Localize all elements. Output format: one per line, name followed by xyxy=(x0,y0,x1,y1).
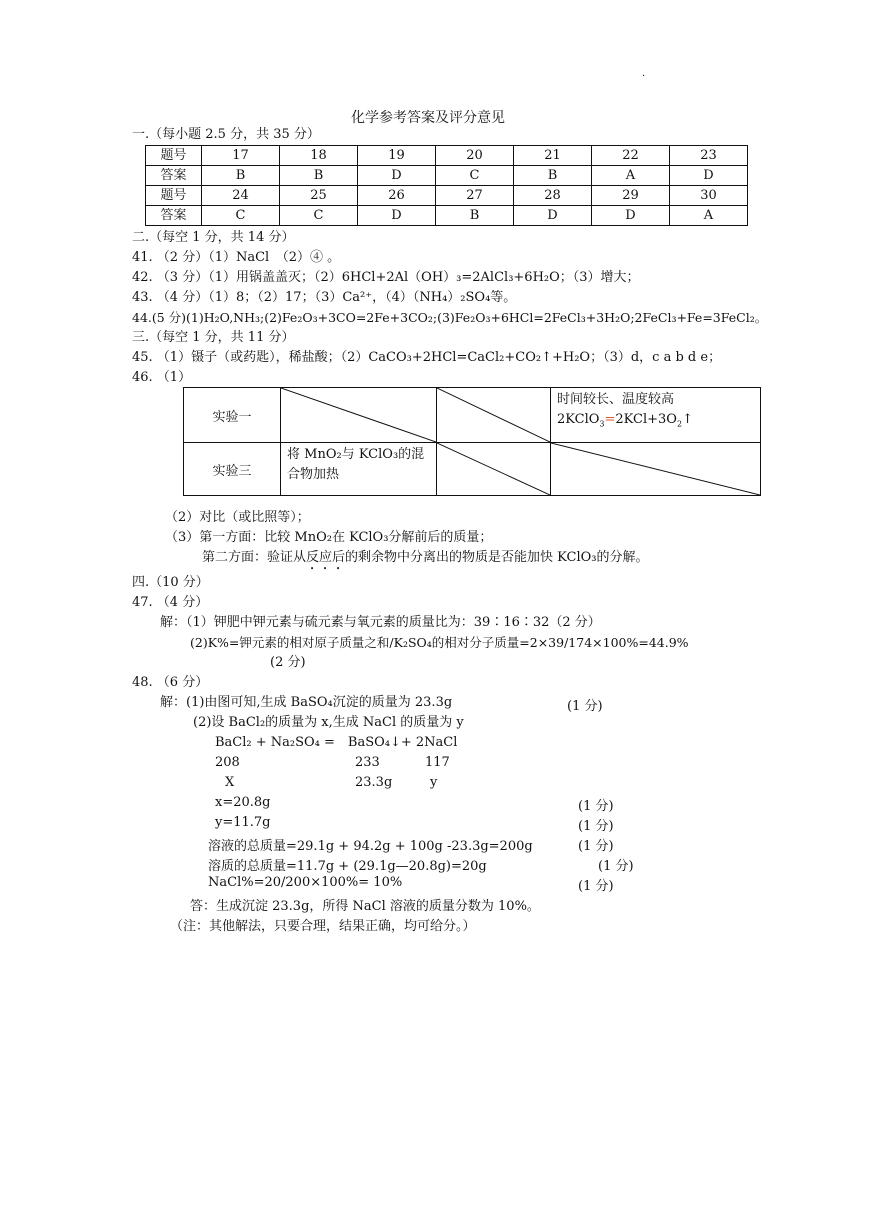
emphasis-text: 反应后 xyxy=(306,550,346,565)
row-label: 答案 xyxy=(146,166,202,186)
answer-44: 44.(5 分)(1)H₂O,NH₃;(2)Fe₂O₃+3CO=2Fe+3CO₂;(3)Fe₂O₃+6HCl=2FeCl₃+3H₂O;2FeCl₃+Fe=3FeCl₂。 xyxy=(132,310,768,325)
table-row xyxy=(146,146,748,166)
table-cell: 29 xyxy=(592,186,670,206)
text-part: 第二方面：验证从 xyxy=(202,550,307,565)
table-row xyxy=(146,206,748,226)
eq-sign: = xyxy=(604,412,616,427)
diagonal-line xyxy=(437,388,550,442)
diagonal-line xyxy=(281,388,436,442)
row-label: 答案 xyxy=(146,206,202,226)
table-cell: 27 xyxy=(436,186,514,206)
score-label: (1 分) xyxy=(578,819,614,834)
eq-part: 2KClO xyxy=(557,412,600,427)
table-row xyxy=(146,166,748,186)
cell-text: 将 MnO₂与 KClO₃的混 xyxy=(287,447,425,462)
eq-sub: 2 xyxy=(676,419,683,429)
section1-heading: 一.（每小题 2.5 分，共 35 分） xyxy=(132,127,320,142)
section3-heading: 三.（每空 1 分，共 11 分） xyxy=(132,330,295,345)
answer-46-3b xyxy=(202,550,649,573)
grading-note: （注：其他解法，只要合理，结果正确，均可给分。） xyxy=(170,919,476,934)
table-row xyxy=(184,443,761,496)
final-answer: 答：生成沉淀 23.3g，所得 NaCl 溶液的质量分数为 10%。 xyxy=(190,899,540,914)
text-part: 的剩余物中分离出的物质是否能加快 KClO₃的分解。 xyxy=(345,550,649,565)
table-cell: D xyxy=(592,206,670,226)
table-cell: 20 xyxy=(436,146,514,166)
answer-table xyxy=(145,145,748,226)
table-cell: C xyxy=(436,166,514,186)
solution-mass: 溶液的总质量=29.1g + 94.2g + 100g -23.3g=200g xyxy=(208,839,533,854)
score-label: (1 分) xyxy=(598,859,634,874)
table-cell: C xyxy=(280,206,358,226)
answer-43: 43. （4 分）（1）8；（2）17；（3）Ca²⁺，（4）（NH₄）₂SO₄等。 xyxy=(132,290,517,305)
table-cell: 23 xyxy=(670,146,748,166)
variable: 23.3g xyxy=(355,775,393,790)
page-title: 化学参考答案及评分意见 xyxy=(351,110,505,126)
molar-mass: 233 xyxy=(355,755,380,770)
table-cell: B xyxy=(436,206,514,226)
result-y: y=11.7g xyxy=(215,815,271,830)
variable: X xyxy=(225,775,235,790)
answer-48-2: (2)设 BaCl₂的质量为 x,生成 NaCl 的质量为 y xyxy=(193,715,464,730)
table-cell: 28 xyxy=(514,186,592,206)
table-cell: D xyxy=(358,206,436,226)
table-cell: D xyxy=(358,166,436,186)
table-cell xyxy=(551,388,761,443)
diagonal-line xyxy=(551,443,760,495)
eq-part: 2KCl+3O xyxy=(615,412,677,427)
score-label: (1 分) xyxy=(578,799,614,814)
table-cell: 18 xyxy=(280,146,358,166)
table-cell: 21 xyxy=(514,146,592,166)
row-label: 题号 xyxy=(146,146,202,166)
answer-48-1: 解：(1)由图可知,生成 BaSO₄沉淀的质量为 23.3g xyxy=(160,695,453,710)
table-cell-blank xyxy=(281,388,437,443)
answer-45: 45. （1）镊子（或药匙），稀盐酸；（2）CaCO₃+2HCl=CaCl₂+CO₂↑+H₂O；（3）d，c a b d e； xyxy=(132,350,722,365)
section2-heading: 二.（每空 1 分，共 14 分） xyxy=(132,230,295,245)
solute-mass: 溶质的总质量=11.7g + (29.1g—20.8g)=20g xyxy=(208,859,487,874)
variable: y xyxy=(430,775,438,790)
table-cell-blank xyxy=(437,443,551,496)
table-cell: 17 xyxy=(202,146,280,166)
diagonal-line xyxy=(437,443,550,495)
result-x: x=20.8g xyxy=(215,795,271,810)
cell-text: 合物加热 xyxy=(287,467,340,482)
molar-mass: 117 xyxy=(425,755,450,770)
answer-42: 42. （3 分）（1）用锅盖盖灭；（2）6HCl+2Al（OH）₃=2AlCl₃+6H₂O；（3）增大； xyxy=(132,270,640,285)
eq-arrow: ↑ xyxy=(682,412,693,427)
table-cell-blank xyxy=(551,443,761,496)
table-cell: 25 xyxy=(280,186,358,206)
eq-sub: 3 xyxy=(599,419,605,429)
answer-41: 41. （2 分）（1）NaCl （2）④ 。 xyxy=(132,250,341,265)
reaction-equation: BaCl₂ + Na₂SO₄ = BaSO₄↓+ 2NaCl xyxy=(215,735,458,750)
mass-fraction: NaCl%=20/200×100%= 10% xyxy=(208,875,403,890)
page-dot: . xyxy=(642,68,646,79)
answer-47-2: (2)K%=钾元素的相对原子质量之和/K₂SO₄的相对分子质量=2×39/174×100%=44.9% xyxy=(190,635,689,650)
cell-text: 时间较长、温度较高 xyxy=(557,392,675,407)
answer-46-2: （2）对比（或比照等）； xyxy=(165,510,310,525)
table-cell: 30 xyxy=(670,186,748,206)
table-cell: B xyxy=(202,166,280,186)
table-cell: 19 xyxy=(358,146,436,166)
question-48: 48. （6 分） xyxy=(132,675,209,690)
score-label: (1 分) xyxy=(578,839,614,854)
table-cell: C xyxy=(202,206,280,226)
table-cell: A xyxy=(670,206,748,226)
table-row xyxy=(146,186,748,206)
row-label: 实验一 xyxy=(184,388,281,443)
table-cell: 24 xyxy=(202,186,280,206)
answer-47-1: 解：（1）钾肥中钾元素与硫元素与氧元素的质量比为：39∶16∶32（2 分） xyxy=(160,615,601,630)
table-cell: A xyxy=(592,166,670,186)
experiment-table xyxy=(183,387,761,496)
answer-46-3a: （3）第一方面：比较 MnO₂在 KClO₃分解前后的质量； xyxy=(165,530,493,545)
cell-equation xyxy=(557,410,754,430)
table-cell: D xyxy=(670,166,748,186)
molar-mass: 208 xyxy=(215,755,240,770)
score-label: (1 分) xyxy=(567,699,603,714)
row-label: 实验三 xyxy=(184,443,281,496)
table-cell: D xyxy=(514,206,592,226)
table-cell xyxy=(281,443,437,496)
question-47: 47. （4 分） xyxy=(132,595,209,610)
table-cell: 26 xyxy=(358,186,436,206)
answer-46: 46. （1） xyxy=(132,370,192,385)
score-label: (1 分) xyxy=(578,879,614,894)
section4-heading: 四.（10 分） xyxy=(132,575,209,590)
table-cell: B xyxy=(280,166,358,186)
table-cell-blank xyxy=(437,388,551,443)
row-label: 题号 xyxy=(146,186,202,206)
answer-47-score: (2 分) xyxy=(270,655,306,670)
table-cell: B xyxy=(514,166,592,186)
table-cell: 22 xyxy=(592,146,670,166)
table-row xyxy=(184,388,761,443)
